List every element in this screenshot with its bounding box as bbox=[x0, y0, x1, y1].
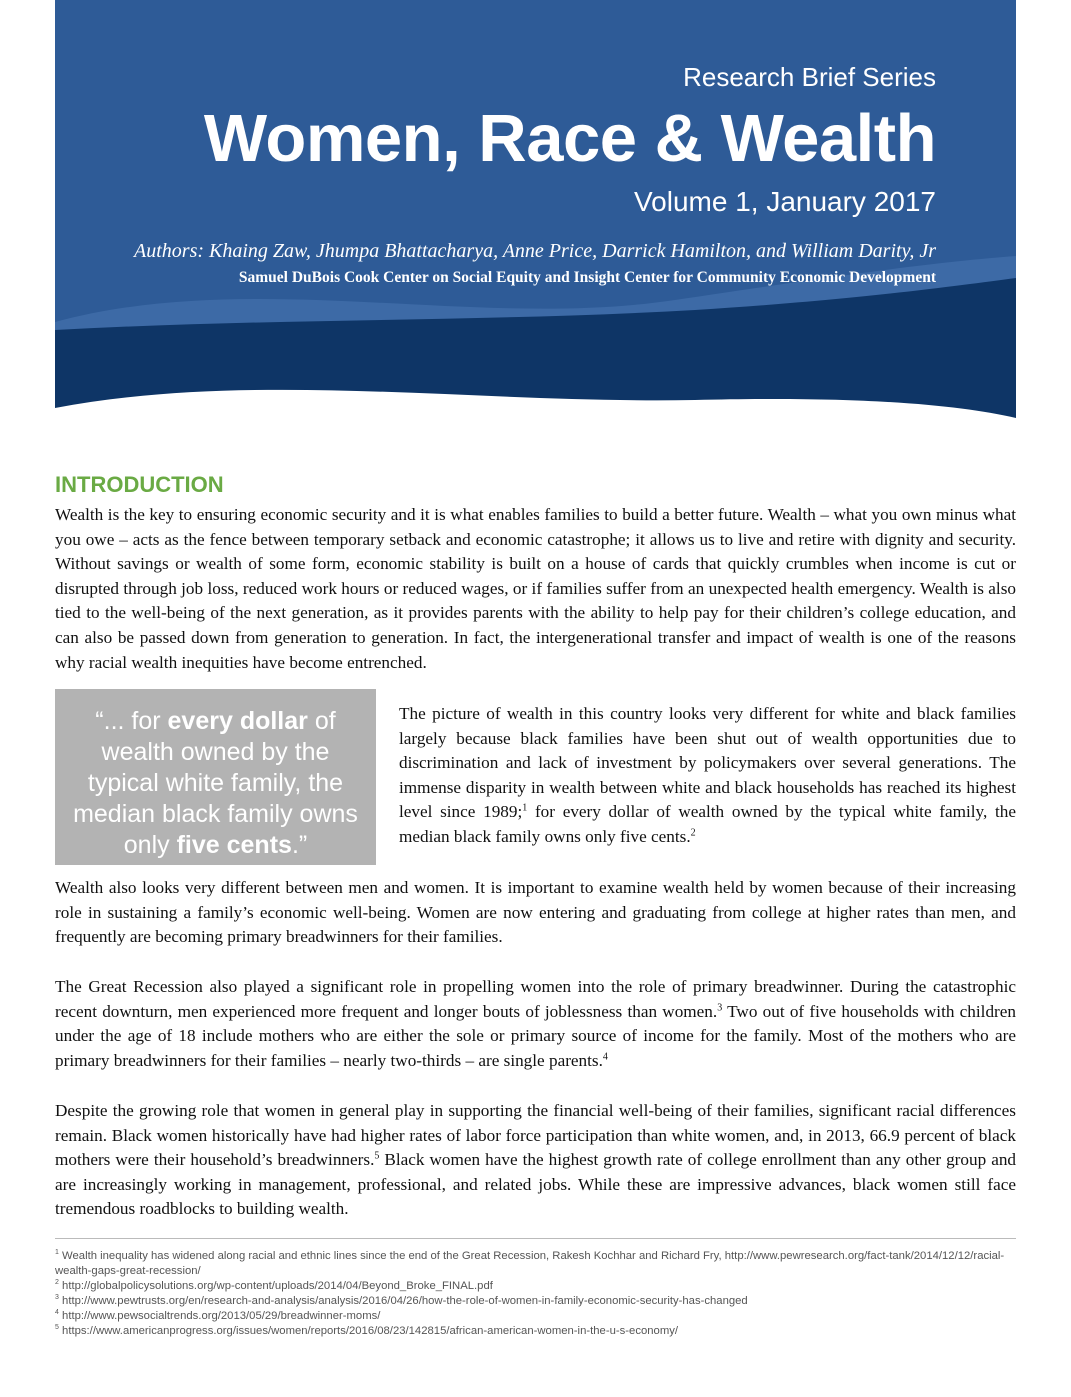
footnotes bbox=[55, 1238, 1016, 1339]
paragraph-text: Despite the growing role that women in general play in supporting the financial well-being of their families, significant racial differences remain. Black women historically have had higher rates of labor force participation than white women, and, in 2013, 66.9 percent of black mothers were their household’s breadwinners. bbox=[55, 1101, 1016, 1170]
footnote-text[interactable]: http://www.pewsocialtrends.org/2013/05/29/breadwinner-moms/ bbox=[62, 1310, 381, 1322]
footnote-text[interactable]: Wealth inequality has widened along racial and ethnic lines since the end of the Great Recession, Rakesh Kochhar and Richard Fry, http://www.pewresearch.org/fact-tank/2014/12/12/racial-wealth-gaps-great-recession/ bbox=[55, 1250, 1005, 1277]
footnote-ref: 4 bbox=[602, 1051, 608, 1063]
footnote-ref: 2 bbox=[690, 827, 696, 839]
footnote-ref: 3 bbox=[717, 1001, 723, 1013]
footnote-number: 5 bbox=[55, 1324, 59, 1332]
footnote-text[interactable]: https://www.americanprogress.org/issues/women/reports/2016/08/23/142815/african-american-women-in-the-u-s-economy/ bbox=[62, 1325, 679, 1337]
footnote-ref: 5 bbox=[374, 1150, 380, 1162]
series-label: Research Brief Series bbox=[683, 62, 936, 92]
paragraph-2 bbox=[399, 702, 1016, 850]
quote-bold: every dollar bbox=[167, 707, 308, 735]
footnote-text[interactable]: http://globalpolicysolutions.org/wp-content/uploads/2014/04/Beyond_Broke_FINAL.pdf bbox=[62, 1280, 493, 1292]
quote-text: .” bbox=[291, 831, 308, 859]
section-heading: INTRODUCTION bbox=[55, 472, 224, 497]
volume-label: Volume 1, January 2017 bbox=[634, 186, 936, 217]
organization-line: Samuel DuBois Cook Center on Social Equity and Insight Center for Community Economic Development bbox=[238, 269, 936, 286]
paragraph-text: for every dollar of wealth owned by the typical white family, the median black family owns only five cents. bbox=[399, 802, 1017, 846]
footnote-text[interactable]: http://www.pewtrusts.org/en/research-and-analysis/analysis/2016/04/26/how-the-role-of-women-in-family-economic-security-has-changed bbox=[62, 1295, 748, 1307]
footnote bbox=[55, 1279, 1016, 1294]
header-banner bbox=[55, 0, 1016, 422]
page-title: Women, Race & Wealth bbox=[203, 101, 936, 176]
footnote bbox=[55, 1324, 1016, 1339]
footnote-number: 2 bbox=[55, 1279, 59, 1287]
authors-line: Authors: Khaing Zaw, Jhumpa Bhattacharya, Anne Price, Darrick Hamilton, and William Darity, Jr bbox=[134, 240, 936, 262]
paragraph-1: Wealth is the key to ensuring economic security and it is what enables families to build a better future. Wealth – what you own minus what you owe – acts as the fence between temporary setback and economic catastrophe; it allows us to live and retire with dignity and security. Without savings or wealth of some form, economic stability is built on a house of cards that quickly crumbles when income is cut or disrupted through job loss, reduced work hours or reduced wages, or if families suffer from an unexpected health emergency. Wealth is also tied to the well-being of the next generation, as it provides parents with the ability to help pay for their children’s college education, and can also be passed down from generation to generation. In fact, the intergenerational transfer and impact of wealth is one of the reasons why racial wealth inequities have become entrenched. bbox=[55, 505, 1016, 672]
paragraph-text: The Great Recession also played a significant role in propelling women into the role of primary breadwinner. During the catastrophic recent downturn, men experienced more frequent and longer bouts of joblessness than women. bbox=[55, 977, 1016, 1021]
footnote bbox=[55, 1294, 1016, 1309]
footnote-ref: 1 bbox=[522, 802, 528, 814]
quote-bold: five cents bbox=[176, 831, 292, 859]
footnote bbox=[55, 1249, 1016, 1279]
footnote bbox=[55, 1309, 1016, 1324]
paragraph-4 bbox=[55, 975, 1016, 1073]
quote-text: of wealth owned by the typical white family, the median black family owns only bbox=[73, 707, 358, 859]
quote-text: “... for bbox=[95, 707, 168, 735]
footnote-number: 3 bbox=[55, 1294, 59, 1302]
paragraph-5 bbox=[55, 1099, 1016, 1222]
paragraph-text: Black women have the highest growth rate of college enrollment than any other group and are increasingly working in management, professional, and related jobs. While these are impressive advances, black women still face tremendous roadblocks to building wealth. bbox=[55, 1150, 1017, 1219]
footnote-number: 4 bbox=[55, 1309, 59, 1317]
paragraph-text: The picture of wealth in this country looks very different for white and black families largely because black families have been shut out of wealth opportunities due to discrimination and lack of investment by policymakers over several generations. The immense disparity in wealth between white and black households has reached its highest level since 1989; bbox=[399, 704, 1016, 822]
pull-quote bbox=[55, 689, 376, 865]
paragraph-text: Two out of five households with children under the age of 18 include mothers who are either the sole or primary source of income for the family. Most of the mothers who are primary breadwinners for their families – nearly two-thirds – are single parents. bbox=[55, 1001, 1016, 1070]
paragraph-3: Wealth also looks very different between men and women. It is important to examine wealth held by women because of their increasing role in sustaining a family’s economic well-being. Women are now entering and graduating from college at higher rates than men, and frequently are becoming primary breadwinners for their families. bbox=[55, 878, 1016, 947]
footnote-number: 1 bbox=[55, 1249, 59, 1257]
